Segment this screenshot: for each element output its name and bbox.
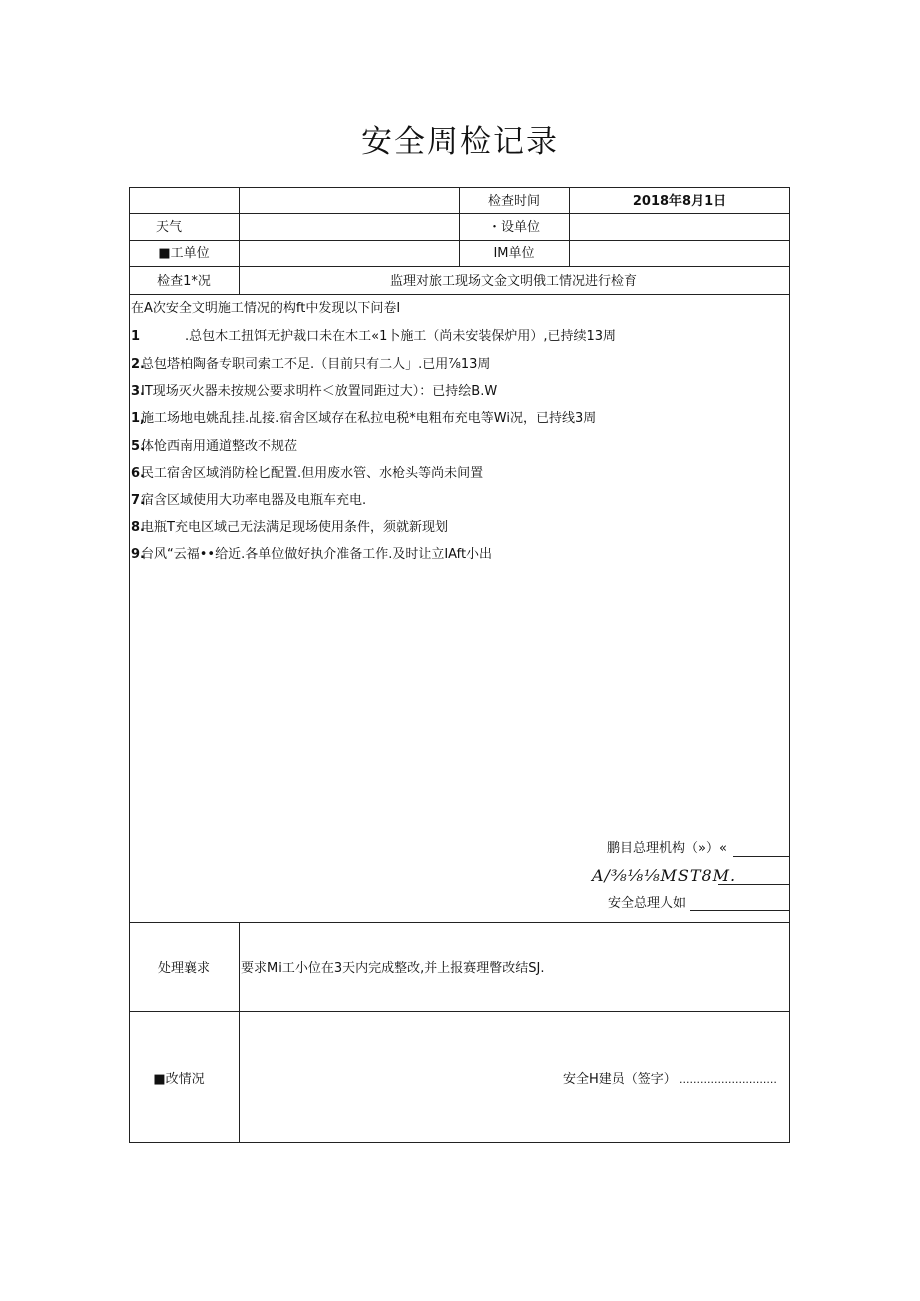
finding-text: 台风“云福••给近.各单位做好执介准备工作.及时让立IAft小出 [141,547,493,562]
row-divider [129,922,790,923]
finding-number: 8. [131,520,145,535]
safety-officer-signature-label: 安全H建员（签字） [563,1072,677,1087]
finding-text: 民工宿舍区域消防栓匕配置.但用废水管、水枪头等尚未间置 [141,466,484,481]
finding-number: 6. [131,466,145,481]
finding-text: 体怆西南用通道整改不规莅 [141,439,298,454]
check-time-label: 检查时间 [487,194,540,209]
finding-text: IT现场灭火器未按规公要求明杵＜放置同距过大）：已持绘B.W [141,384,498,399]
document-title: 安全周检记录 [361,124,559,160]
finding-text: 总包塔柏陶备专职司索工不足.（目前只有二人」.已用⅞13周 [141,357,491,372]
findings-intro: 在A次安全文明施工情况的构ft中发现以下问卷I [131,301,401,316]
construction-unit-label: ・设单位 [487,220,540,235]
check-status-label: 检查1*况 [157,274,211,289]
finding-text: .总包木工扭饵无护裁口未在木工«1卜施工（尚未安装保炉用）,已持续13周 [185,329,617,344]
safety-supervisor-label: 安全总理人如 [608,896,687,911]
signature-line [733,856,789,857]
column-divider [239,922,240,1143]
column-divider [239,187,240,294]
handwritten-signature: A∕⅜⅛⅛MST8M. [592,866,737,885]
finding-number: 7. [131,493,145,508]
finding-number: 1 [131,329,141,344]
signature-line [690,910,789,911]
finding-number: 2. [131,357,145,372]
finding-number: 9. [131,547,145,562]
finding-number: 5. [131,439,145,454]
finding-text: 电瓶T充电区域己无法满足现场使用条件，须就新现划 [141,520,448,535]
handling-text: 要求Mi工小位在3天内完成整改,并上报赛理瞥改结SJ. [241,961,545,976]
signature-dotted-line: ............................ [679,1073,777,1086]
check-time-value: 2018年8月1日 [632,194,727,209]
handling-label: 处理襄求 [157,961,210,976]
check-status-value: 监理对旅工现场文金文明俄工情况进行检育 [390,274,638,289]
work-unit-label: ■工单位 [158,246,210,261]
rectification-label: ■改情况 [153,1072,205,1087]
finding-text: 施工场地电姚乱挂.乩接.宿舍区域存在私拉电税*电粗布充电等Wi况，已持线3周 [141,411,597,426]
finding-number: 1, [131,411,145,426]
supervision-org-label: 鹏目总理机构（»）« [607,841,727,856]
row-divider [129,1011,790,1012]
weather-label: 天气 [155,220,182,235]
finding-text: 宿含区域使用大功率电器及电瓶车充电. [141,493,367,508]
signature-line [718,884,789,885]
row-divider [129,294,790,295]
im-unit-label: IM单位 [493,246,535,261]
finding-number: 3. [131,384,145,399]
